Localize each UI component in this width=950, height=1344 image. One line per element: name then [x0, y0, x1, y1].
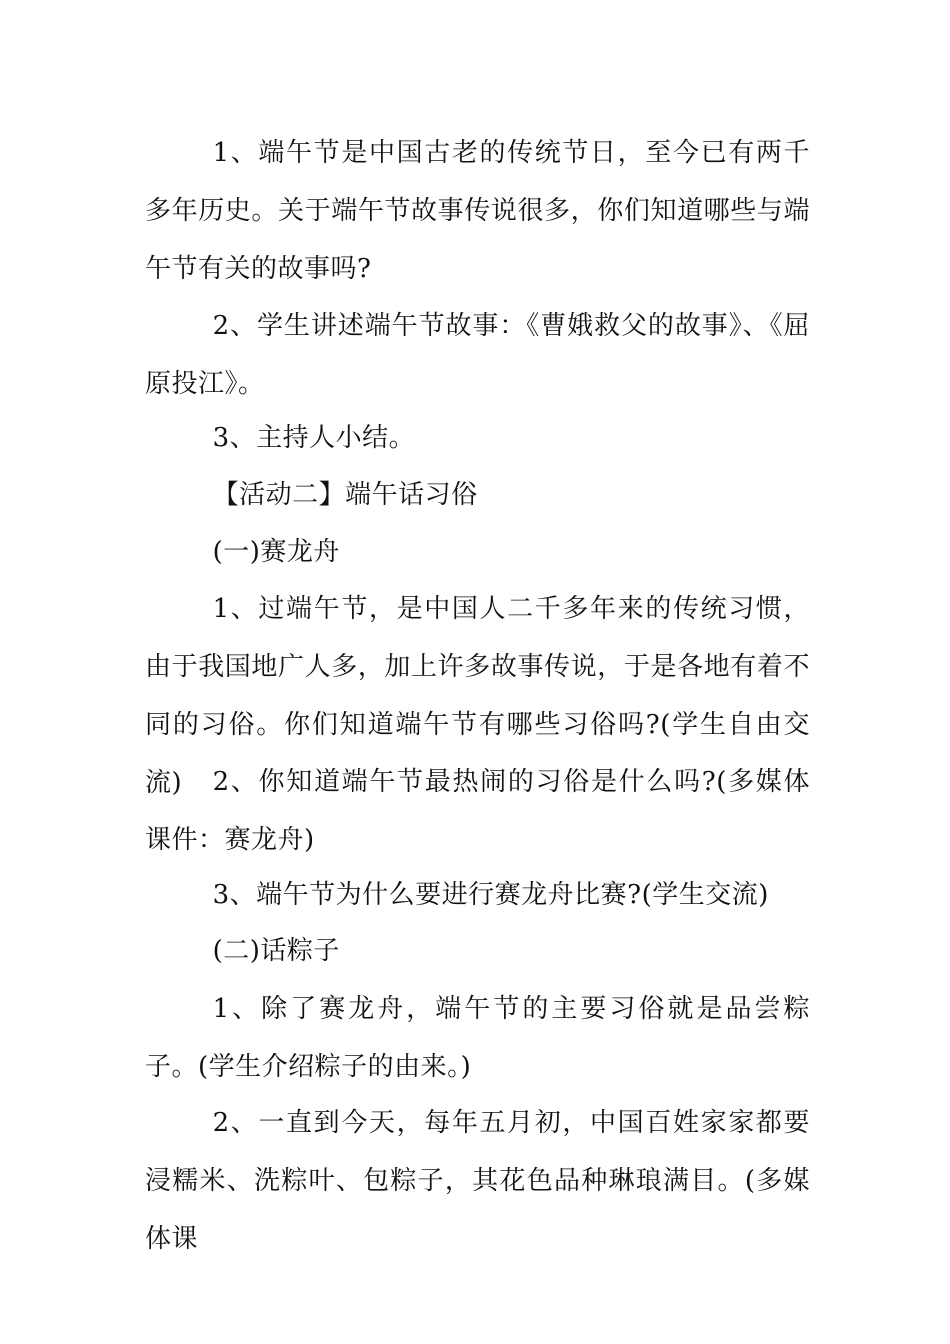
subheading-zongzi: (二)话粽子 — [212, 936, 340, 966]
paragraph-customs-intro: 1、过端午节，是中国人二千多年来的传统习惯，由于我国地广人多，加上许多故事传说，于是各地有着不同的习俗。你们知道端午节有哪些习俗吗?(学生自由交流) — [145, 594, 810, 798]
section-heading-activity-two: 【活动二】端午话习俗 — [212, 480, 478, 510]
paragraph-zongzi-origin: 1、除了赛龙舟，端午节的主要习俗就是品尝粽子。(学生介绍粽子的由来。) — [145, 994, 810, 1082]
paragraph-why-dragon-boat: 3、端午节为什么要进行赛龙舟比赛?(学生交流) — [212, 880, 769, 910]
paragraph-zongzi-making: 2、一直到今天，每年五月初，中国百姓家家都要浸糯米、洗粽叶、包粽子，其花色品种琳琅满目。(多媒体课 — [145, 1108, 810, 1254]
paragraph-story-question: 1、端午节是中国古老的传统节日，至今已有两千多年历史。关于端午节故事传说很多，你们知道哪些与端午节有关的故事吗? — [145, 138, 810, 284]
paragraph-student-stories: 2、学生讲述端午节故事：《曹娥救父的故事》、《屈原投江》。 — [145, 311, 810, 399]
paragraph-liveliest-custom: 2、你知道端午节最热闹的习俗是什么吗?(多媒体课件：赛龙舟) — [145, 767, 810, 855]
subheading-dragon-boat: (一)赛龙舟 — [212, 537, 340, 567]
paragraph-host-summary: 3、主持人小结。 — [212, 423, 416, 453]
